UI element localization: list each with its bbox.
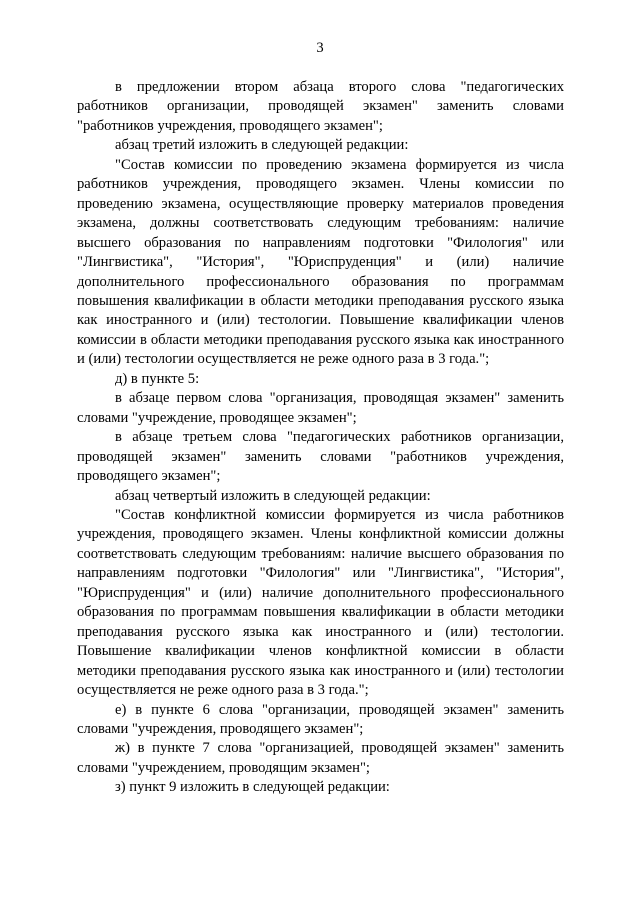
- paragraph-amendment-1: в предложении втором абзаца второго слова "педагогических работников организации, проводящей экзамен" заменить словами "работников учреждения, проводящего экзамен";: [77, 79, 564, 134]
- paragraph-abzac-third: абзац третий изложить в следующей редакции:: [115, 137, 409, 154]
- paragraph-abzac-first: в абзаце первом слова "организация, проводящая экзамен" заменить словами "учреждение, проводящее экзамен";: [77, 390, 564, 426]
- paragraph-abzac-fourth: абзац четвертый изложить в следующей редакции:: [115, 487, 431, 504]
- paragraph-abzac-third-words: в абзаце третьем слова "педагогических работников организации, проводящей экзамен" заменить словами "работников учреждения, проводящего экзамен";: [77, 429, 564, 485]
- document-body: [77, 78, 564, 798]
- paragraph-conflict-commission: "Состав конфликтной комиссии формируется из числа работников учреждения, проводящего экзамен. Члены конфликтной комиссии должны соответствовать следующим требованиям: наличие высшего образования по направлениям подготовки "Филология" или "Лингвистика", "История", "Юриспруденция" и (или) наличие дополнительного профессионального образования по программам повышения квалификации в области методики преподавания русского языка как иностранного и (или) тестологии. Повышение квалификации членов конфликтной комиссии в области методики преподавания русского языка как иностранного и (или) тестологии осуществляется не реже одного раза в 3 года.";: [77, 506, 564, 699]
- page-number: 3: [316, 40, 324, 56]
- paragraph-item-d: д) в пункте 5:: [115, 370, 200, 387]
- paragraph-item-z: з) пункт 9 изложить в следующей редакции:: [115, 779, 390, 796]
- paragraph-item-zh: ж) в пункте 7 слова "организацией, проводящей экзамен" заменить словами "учреждением, проводящим экзамен";: [77, 740, 564, 776]
- paragraph-commission-composition: "Состав комиссии по проведению экзамена формируется из числа работников учреждения, проводящего экзамен. Члены комиссии по проведению экзамена, осуществляющие проверку материалов проведения экзамена, должны соответствовать следующим требованиям: наличие высшего образования по направлениям подготовки "Филология" или "Лингвистика", "История", "Юриспруденция" и (или) наличие дополнительного профессионального образования по программам повышения квалификации в области методики преподавания русского языка как иностранного и (или) тестологии. Повышение квалификации членов комиссии в области методики преподавания русского языка как иностранного и (или) тестологии осуществляется не реже одного раза в 3 года.";: [77, 156, 564, 368]
- paragraph-item-e: е) в пункте 6 слова "организации, проводящей экзамен" заменить словами "учреждения, проводящего экзамен";: [77, 701, 564, 737]
